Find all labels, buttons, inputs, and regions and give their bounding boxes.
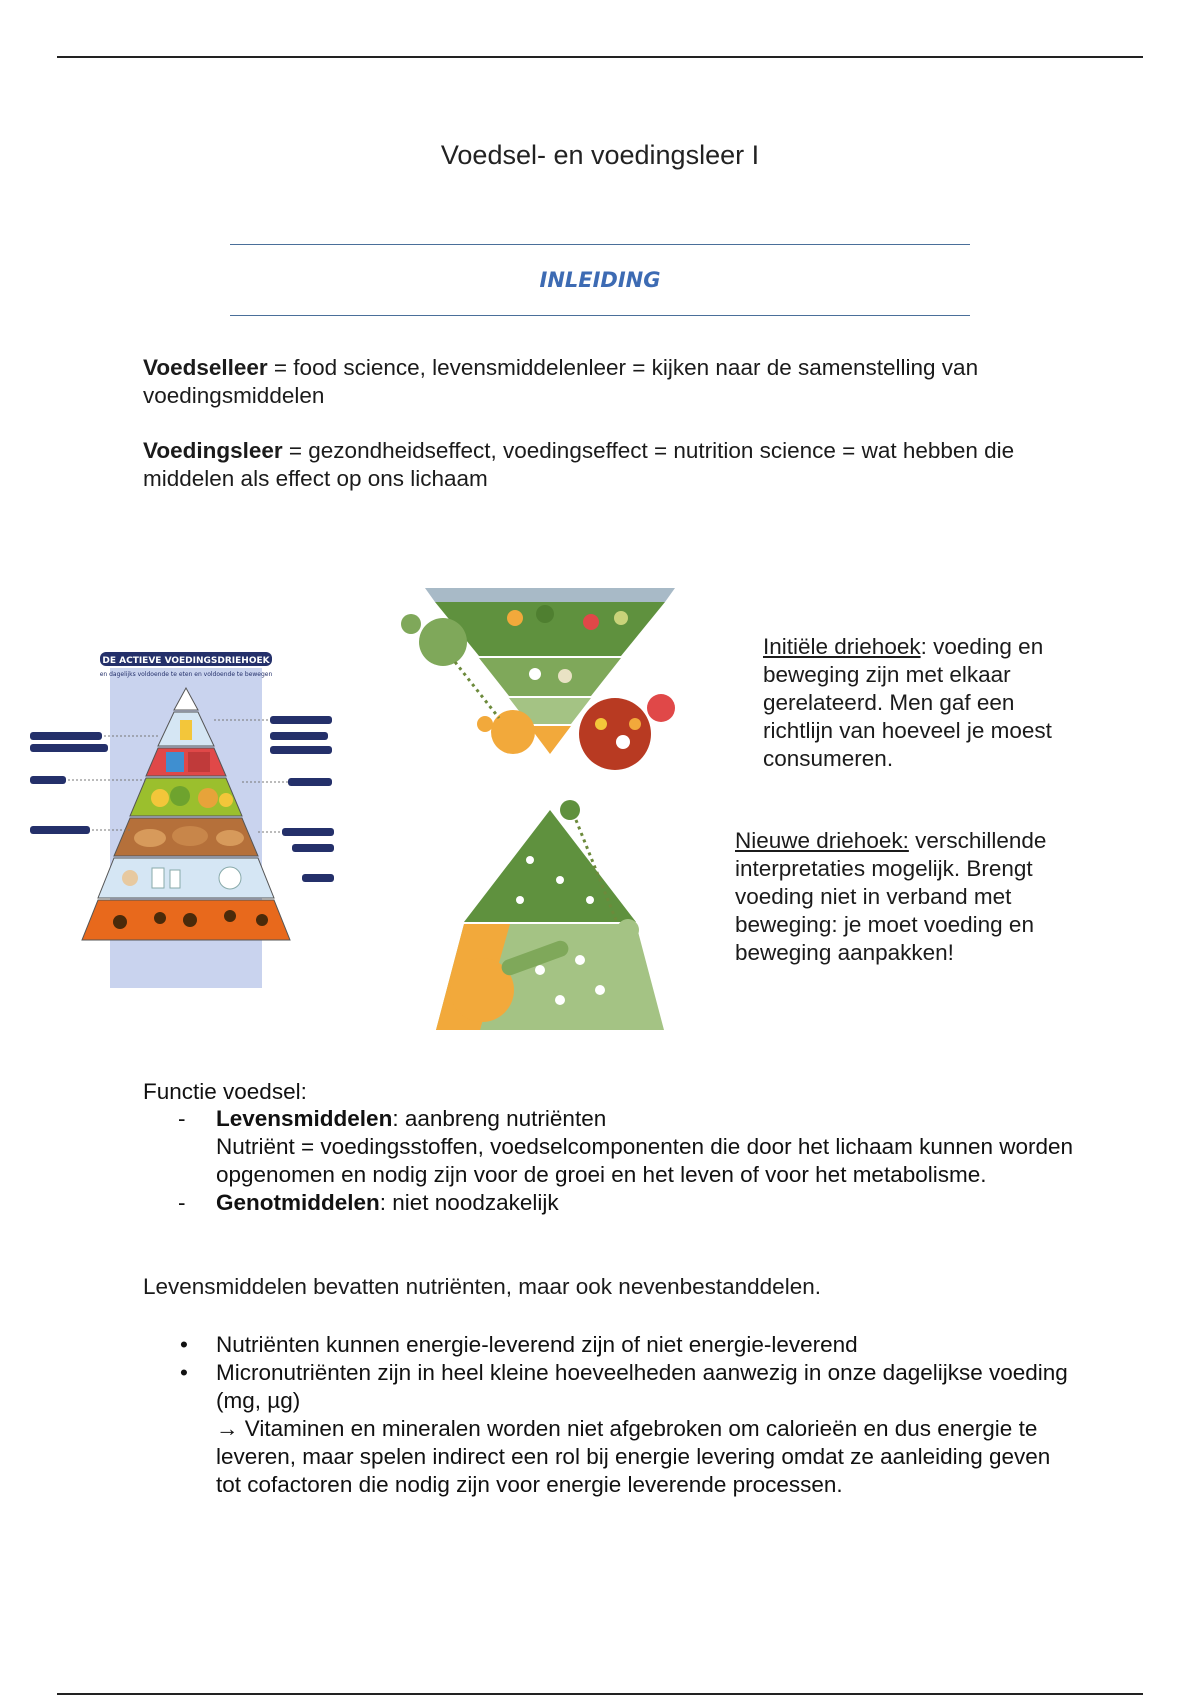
definition-text: = gezondheidseffect, voedingseffect = nutrition science = wat hebben die middelen als effect op ons lichaam bbox=[143, 438, 1015, 491]
list-item-text: : aanbreng nutriënten bbox=[392, 1106, 607, 1131]
list-item-detail: Nutriënt = voedingsstoffen, voedselcomponenten die door het lichaam kunnen worden opgenomen en nodig zijn voor de groei en het leven of voor het metabolisme. bbox=[216, 1134, 1074, 1187]
list-item-term: Genotmiddelen bbox=[216, 1190, 380, 1215]
note-text: : voeding en beweging zijn met elkaar gerelateerd. Men gaf een richtlijn van hoeveel je moest consumeren. bbox=[763, 634, 1052, 771]
heading-rule-bottom bbox=[230, 315, 970, 316]
dash-marker: - bbox=[178, 1106, 186, 1131]
old-food-pyramid-figure bbox=[30, 648, 350, 998]
note-label: Nieuwe driehoek: bbox=[735, 828, 909, 853]
list-item-text: Nutriënten kunnen energie-leverend zijn of niet energie-leverend bbox=[216, 1332, 858, 1357]
old-food-pyramid-illustration bbox=[30, 648, 350, 998]
new-food-triangle-figure bbox=[395, 578, 745, 790]
list-item-detail: → Vitaminen en mineralen worden niet afgebroken om calorieën en dus energie te leveren, maar spelen indirect een rol bij energie levering omdat ze aanleiding geven tot cofactoren die nodig zijn voor energie leverende processen. bbox=[216, 1416, 1051, 1497]
paragraph-nevenbestanddelen: Levensmiddelen bevatten nutriënten, maar ook nevenbestanddelen. bbox=[143, 1274, 821, 1299]
bullet-marker: • bbox=[180, 1332, 188, 1357]
section-heading: INLEIDING bbox=[539, 268, 661, 292]
new-activity-triangle-figure bbox=[400, 800, 720, 1040]
note-initial-triangle bbox=[763, 633, 1063, 773]
new-activity-triangle-illustration bbox=[400, 800, 720, 1040]
function-list bbox=[178, 1105, 1078, 1217]
definition-voedselleer bbox=[143, 354, 1063, 410]
list-item-text: : niet noodzakelijk bbox=[379, 1190, 559, 1215]
list-item bbox=[178, 1189, 1078, 1217]
new-food-triangle-illustration bbox=[395, 578, 745, 790]
bullet-list bbox=[178, 1331, 1078, 1499]
document-title: Voedsel- en voedingsleer I bbox=[440, 140, 760, 170]
note-label: Initiële driehoek bbox=[763, 634, 921, 659]
heading-rule-top bbox=[230, 244, 970, 245]
page-top-rule bbox=[57, 56, 1143, 58]
list-item bbox=[178, 1105, 1078, 1189]
list-item bbox=[178, 1331, 1078, 1359]
list-item bbox=[178, 1359, 1078, 1499]
definition-voedingsleer bbox=[143, 437, 1063, 493]
definition-text: = food science, levensmiddelenleer = kijken naar de samenstelling van voedingsmiddelen bbox=[143, 355, 979, 408]
definition-term: Voedselleer bbox=[143, 355, 268, 380]
note-text: verschillende interpretaties mogelijk. Brengt voeding niet in verband met beweging: je moet voeding en beweging aanpakken! bbox=[735, 828, 1047, 965]
bullet-marker: • bbox=[180, 1360, 188, 1385]
old-pyramid-title: DE ACTIEVE VOEDINGSDRIEHOEK bbox=[102, 656, 270, 666]
function-title: Functie voedsel: bbox=[143, 1079, 307, 1104]
page-bottom-rule bbox=[57, 1693, 1143, 1695]
list-item-text: Micronutriënten zijn in heel kleine hoeveelheden aanwezig in onze dagelijkse voeding (mg, µg) bbox=[216, 1360, 1068, 1413]
definition-term: Voedingsleer bbox=[143, 438, 283, 463]
note-new-triangle bbox=[735, 827, 1065, 967]
dash-marker: - bbox=[178, 1190, 186, 1215]
list-item-term: Levensmiddelen bbox=[216, 1106, 393, 1131]
old-pyramid-subtitle: en dagelijks voldoende te eten en voldoende te bewegen bbox=[99, 671, 273, 678]
